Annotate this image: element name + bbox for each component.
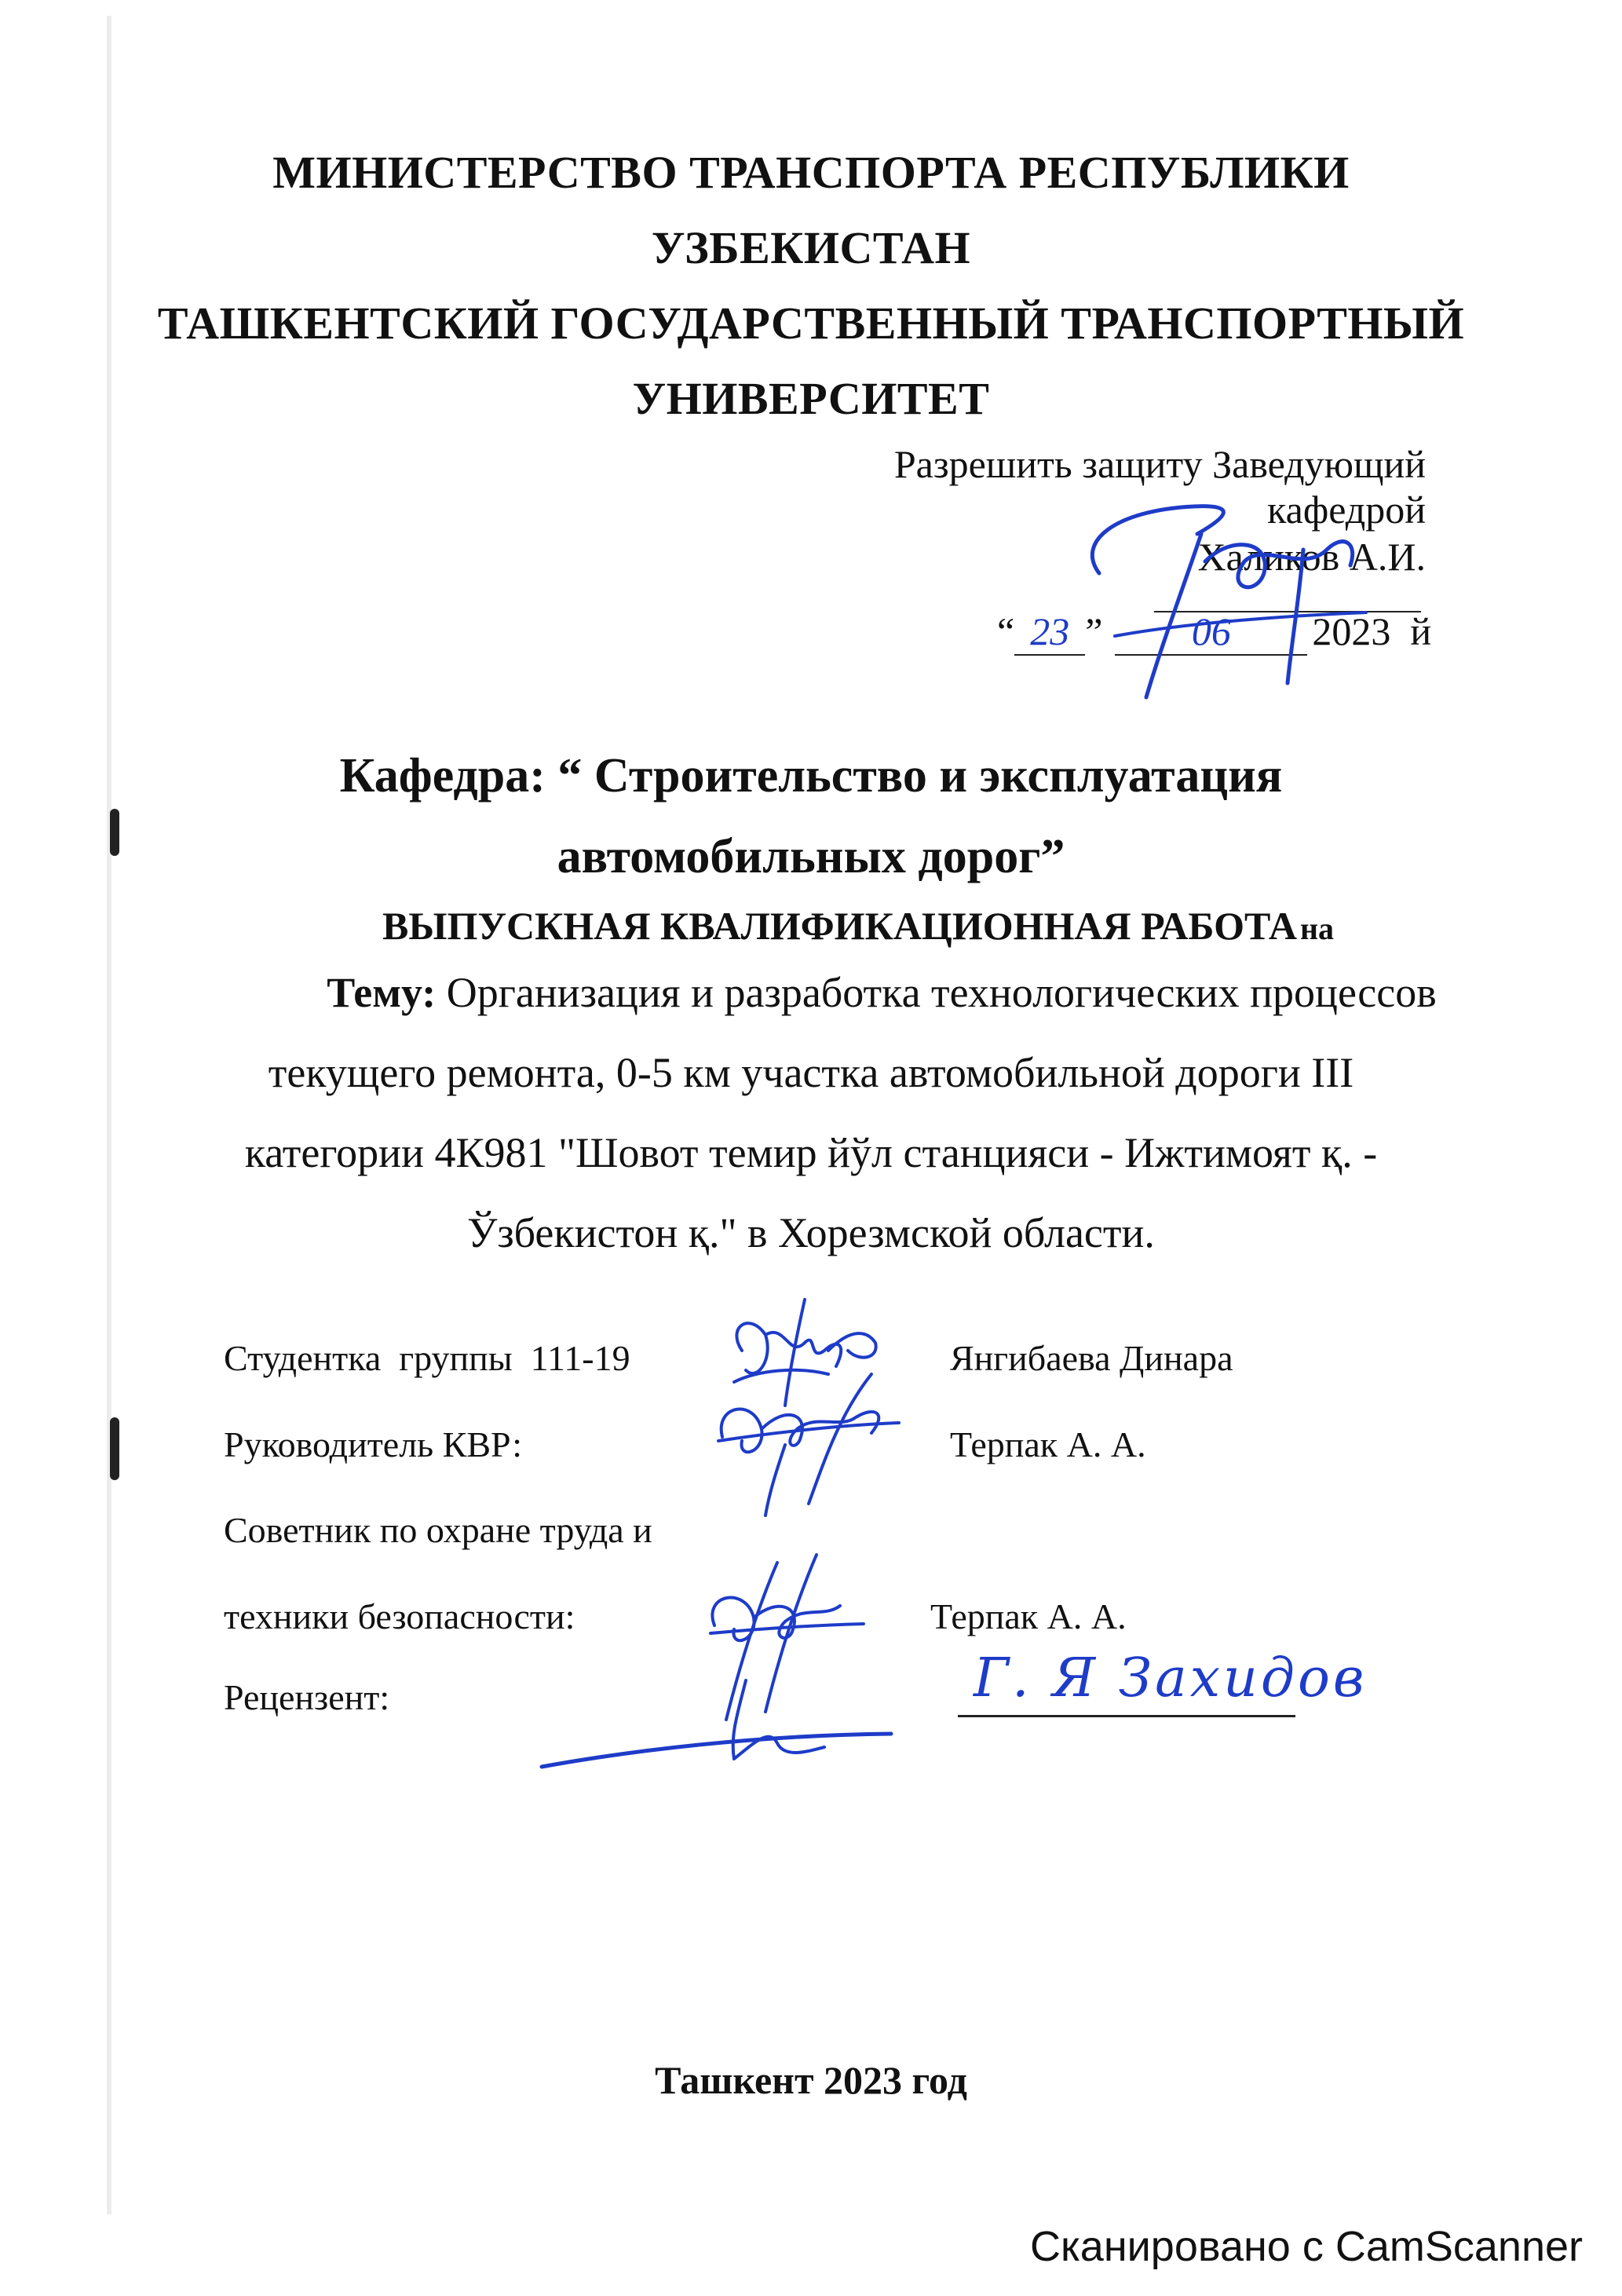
date-year: 2023 й: [1312, 609, 1432, 653]
reviewer-signature-line: [958, 1715, 1295, 1717]
binding-hole: [110, 1417, 119, 1480]
ministry-line-1: МИНИСТЕРСТВО ТРАНСПОРТА РЕСПУБЛИКИ: [272, 147, 1350, 198]
date-quote-open: “: [997, 609, 1015, 653]
work-title: [0, 903, 1622, 949]
work-title-main: ВЫПУСКНАЯ КВАЛИФИКАЦИОННАЯ РАБОТА: [382, 904, 1297, 948]
reviewer-label: Рецензент:: [224, 1677, 390, 1717]
approval-line-1: Разрешить защиту Заведующий: [893, 442, 1426, 486]
safety-label-2: техники безопасности:: [224, 1596, 575, 1636]
head-of-department-signature: [1068, 487, 1382, 707]
date-month: 06: [1115, 609, 1307, 656]
topic-text-1: Организация и разработка технологических процессов: [446, 969, 1437, 1016]
university-line-2: УНИВЕРСИТЕТ: [632, 373, 990, 424]
university-line-1: ТАШКЕНТСКИЙ ГОСУДАРСТВЕННЫЙ ТРАНСПОРТНЫЙ: [157, 298, 1465, 349]
student-label: Студентка группы 111-19: [224, 1338, 630, 1378]
approval-head-name: Халиков А.И.: [1197, 535, 1426, 579]
supervisor-name: Терпак А. А.: [950, 1424, 1146, 1464]
department-line-1: Кафедра: “ Строительство и эксплуатация: [339, 749, 1283, 803]
place-and-year: Ташкент 2023 год: [655, 2058, 967, 2102]
student-name: Янгибаева Динара: [950, 1338, 1233, 1378]
supervisor-signature: [707, 1351, 911, 1523]
approval-line-2: кафедрой: [1267, 488, 1426, 532]
topic-line-4: Ўзбекистон қ." в Хорезмской области.: [467, 1209, 1155, 1256]
date-day: 23: [1014, 609, 1085, 656]
topic-line-1: [0, 968, 1622, 1017]
date-quote-close: ”: [1085, 609, 1103, 653]
reviewer-handwritten-name: Г. Я Захидов: [974, 1647, 1368, 1709]
safety-advisor-signature: [534, 1531, 911, 1790]
work-title-suffix: на: [1299, 911, 1334, 946]
camscanner-watermark: Сканировано с CamScanner: [1029, 2223, 1583, 2270]
department-line-2: автомобильных дорог”: [557, 830, 1065, 883]
ministry-line-2: УЗБЕКИСТАН: [651, 222, 971, 273]
supervisor-label: Руководитель КВР:: [224, 1424, 523, 1464]
topic-line-3: категории 4К981 "Шовот темир йўл станцияси - Ижтимоят қ. -: [244, 1129, 1378, 1176]
topic-label: Тему:: [327, 969, 437, 1016]
topic-line-2: текущего ремонта, 0-5 км участка автомобильной дороги III: [268, 1049, 1354, 1096]
safety-label-1: Советник по охране труда и: [224, 1510, 652, 1550]
safety-name: Терпак А. А.: [930, 1596, 1127, 1636]
